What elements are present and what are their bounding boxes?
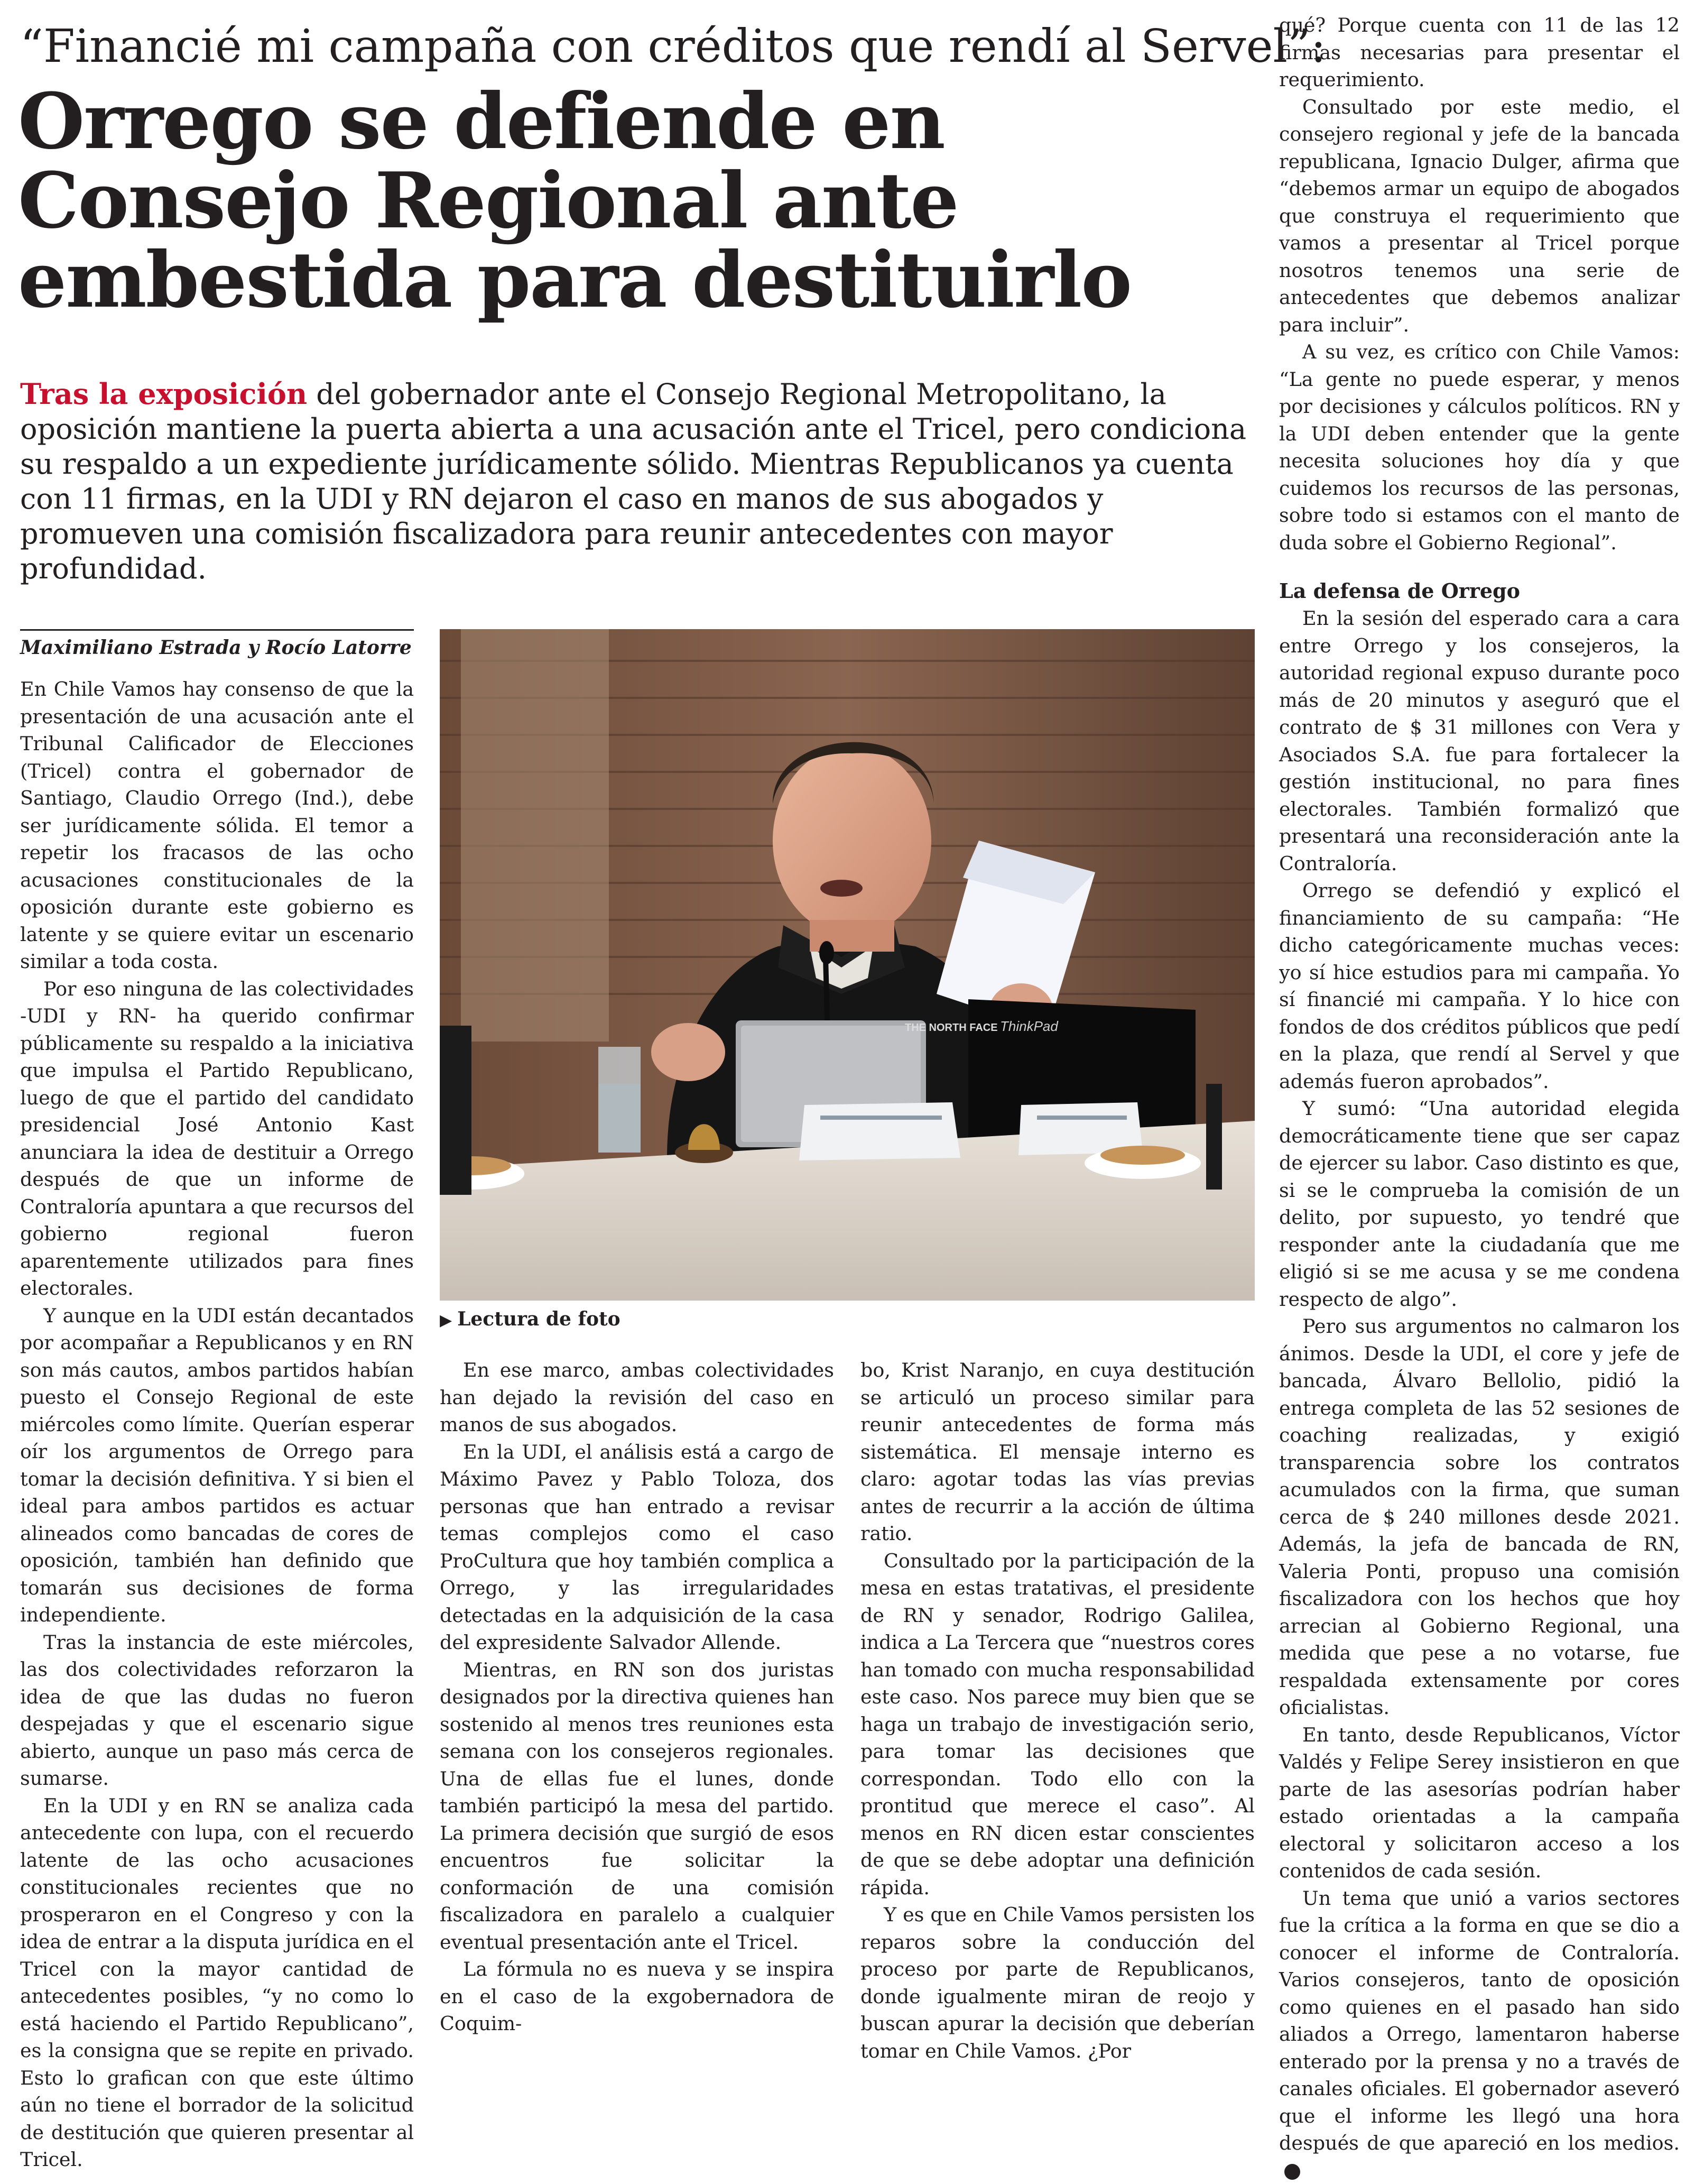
paragraph: En tanto, desde Republicanos, Víctor Valdés y Felipe Serey insistieron en que parte de las asesorías podrían haber estado orientadas a la campaña electoral y solicitaron acceso a los contenidos de cada sesión.: [1279, 1721, 1680, 1885]
byline: Maximiliano Estrada y Rocío Latorre: [20, 634, 414, 661]
caption-triangle-icon: ▶: [440, 1311, 452, 1330]
jacket-logo: THE NORTH FACE: [905, 1022, 998, 1034]
lead-accent: Tras la exposición: [20, 377, 307, 411]
byline-rule: [20, 629, 414, 631]
laptop-brand: ThinkPad: [1000, 1018, 1059, 1034]
lead-paragraph: [20, 376, 1252, 586]
paragraph: En la UDI y en RN se analiza cada antecedente con lupa, con el recuerdo latente de las ocho acusaciones constitucionales recientes que no prosperaron en el Congreso y con la idea de entrar a la disputa jurídica en el Tricel con la mayor cantidad de antecedentes posibles, “y no como lo está haciendo el Partido Republicano”, es la consigna que se repite en privado. Esto lo grafican con que este último aún no tiene el borrador de la solicitud de destitución que quieren presentar al Tricel.: [20, 1792, 414, 2173]
paragraph: Y sumó: “Una autoridad elegida democráticamente tiene que ser capaz de ejercer su labor. Caso distinto es que, si se le comprueba la comisión de un delito, por supuesto, yo tendré que responder ante la ciudadanía que me eligió si se me acusa y se me condena respecto de algo”.: [1279, 1095, 1680, 1313]
article-column-1: [20, 676, 414, 2173]
lead-text: del gobernador ante el Consejo Regional Metropolitano, la oposición mantiene la puerta abierta a una acusación ante el Tricel, pero condiciona su respaldo a un expediente jurídicamente sólido. Mientras Republicanos ya cuenta con 11 firmas, en la UDI y RN dejaron el caso en manos de sus abogados y promueven una comisión fiscalizadora para reunir antecedentes con mayor profundidad.: [20, 377, 1246, 585]
paragraph: Consultado por la participación de la mesa en estas tratativas, el presidente de RN y senador, Rodrigo Galilea, indica a La Tercera que “nuestros cores han tomado con mucha responsabilidad este caso. Nos parece muy bien que se haga un trabajo de investigación serio, para tomar las decisiones que correspondan. Todo ello con la prontitud que merece el caso”. Al menos en RN dicen estar conscientes de que se debe adoptar una definición rápida.: [860, 1547, 1255, 1902]
article-photo: [440, 629, 1255, 1301]
paragraph: Tras la instancia de este miércoles, las dos colectividades reforzaron la idea de que las dudas no fueron despejadas y que el escenario sigue abierto, aunque un paso más cerca de sumarse.: [20, 1629, 414, 1792]
paragraph: [1279, 1885, 1680, 2184]
paragraph-text: Un tema que unió a varios sectores fue la crítica a la forma en que se dio a conocer el informe de Contraloría. Varios consejeros, tanto de oposición como quienes en el pasado han sido aliados a Orrego, lamentaron haberse enterado por la prensa y no a través de canales oficiales. El gobernador aseveró que el informe les llegó una hora después de que apareció en los medios.: [1279, 1887, 1680, 2155]
paragraph: Consultado por este medio, el consejero regional y jefe de la bancada republicana, Ignacio Dulger, afirma que “debemos armar un equipo de abogados que construya el requerimiento que vamos a presentar al Tricel porque nosotros tenemos una serie de antecedentes que debemos analizar para incluir”.: [1279, 94, 1680, 339]
paragraph: Mientras, en RN son dos juristas designados por la directiva quienes han sostenido al menos tres reuniones esta semana con los consejeros regionales. Una de ellas fue el lunes, donde también participó la mesa del partido. La primera decisión que surgió de esos encuentros fue solicitar la conformación de una comisión fiscalizadora en paralelo a cualquier eventual presentación ante el Tricel.: [440, 1656, 834, 1956]
article-column-3: [860, 1357, 1255, 2065]
kicker: “Financié mi campaña con créditos que rendí al Servel”:: [20, 20, 1278, 73]
paragraph: Orrego se defendió y explicó el financiamiento de su campaña: “He dicho categóricamente muchas veces: yo sí hice estudios para mi campaña. Yo sí financié mi campaña. Y lo hice con fondos de dos créditos públicos que pedí en la plaza, que rendí al Servel y que además fueron aprobados”.: [1279, 877, 1680, 1095]
headline-line-1: Orrego se defiende en: [18, 82, 1276, 161]
article-column-2: [440, 1357, 834, 2038]
paragraph-continued: qué? Porque cuenta con 11 de las 12 firmas necesarias para presentar el requerimiento.: [1279, 12, 1680, 94]
paragraph-continued: La fórmula no es nueva y se inspira en el caso de la exgobernadora de Coquim-: [440, 1956, 834, 2038]
paragraph: A su vez, es crítico con Chile Vamos: “La gente no puede esperar, y menos por decisiones y cálculos políticos. RN y la UDI deben entender que la gente necesita soluciones hoy día y que cuidemos los recursos de las personas, sobre todo si estamos con el manto de duda sobre el Gobierno Regional”.: [1279, 338, 1680, 556]
paragraph: En Chile Vamos hay consenso de que la presentación de una acusación ante el Tribunal Calificador de Elecciones (Tricel) contra el gobernador de Santiago, Claudio Orrego (Ind.), debe ser jurídicamente sólida. El temor a repetir los fracasos de las ocho acusaciones constitucionales de la oposición durante este gobierno es latente y se quiere evitar un escenario similar a toda costa.: [20, 676, 414, 975]
caption-text: Lectura de foto: [457, 1308, 621, 1330]
subhead: La defensa de Orrego: [1279, 577, 1680, 605]
photo-illustration: [440, 629, 1255, 1301]
paragraph: Por eso ninguna de las colectividades -UDI y RN- ha querido confirmar públicamente su respaldo a la iniciativa que impulsa el Partido Republicano, luego de que el partido del candidato presidencial José Antonio Kast anunciara la idea de destituir a Orrego después de que un informe de Contraloría apuntara a que recursos del gobierno regional fueron aparentemente utilizados para fines electorales.: [20, 975, 414, 1302]
headline-line-3: embestida para destituirlo: [18, 241, 1276, 320]
paragraph: En la UDI, el análisis está a cargo de Máximo Pavez y Pablo Toloza, dos personas que han entrado a revisar temas complejos como el caso ProCultura que hoy también complica a Orrego, y las irregularidades detectadas en la adquisición de la casa del expresidente Salvador Allende.: [440, 1439, 834, 1656]
paragraph: En ese marco, ambas colectividades han dejado la revisión del caso en manos de sus abogados.: [440, 1357, 834, 1439]
paragraph: Pero sus argumentos no calmaron los ánimos. Desde la UDI, el core y jefe de bancada, Álvaro Bellolio, pidió la entrega completa de las 52 sesiones de coaching realizadas, y exigió transparencia sobre los contratos acumulados con la firma, que suman cerca de $ 240 millones desde 2021. Además, la jefa de bancada de RN, Valeria Ponti, propuso una comisión fiscalizadora con los hechos que hoy arrecian al Gobierno Regional, una medida que pese a no votarse, fue respaldada extensamente por cores oficialistas.: [1279, 1313, 1680, 1721]
paragraph-continued: Y es que en Chile Vamos persisten los reparos sobre la conducción del proceso por parte de Republicanos, donde igualmente miran de reojo y buscan apurar la decisión que deberían tomar en Chile Vamos. ¿Por: [860, 1901, 1255, 2065]
headline: [18, 82, 1276, 320]
photo-caption: [440, 1306, 621, 1334]
article-column-4: [1279, 12, 1680, 2184]
paragraph-continued: bo, Krist Naranjo, en cuya destitución se articuló un proceso similar para reunir antecedentes de forma más sistemática. El mensaje interno es claro: agotar todas las vías previas antes de recurrir a la acción de última ratio.: [860, 1357, 1255, 1547]
paragraph: En la sesión del esperado cara a cara entre Orrego y los consejeros, la autoridad regional expuso durante poco más de 20 minutos y aseguró que el contrato de $ 31 millones con Vera y Asociados S.A. fue para fortalecer la gestión institucional, no para fines electorales. También formalizó que presentará una reconsideración ante la Contraloría.: [1279, 605, 1680, 877]
end-of-article-icon: [1284, 2164, 1300, 2180]
paragraph: Y aunque en la UDI están decantados por acompañar a Republicanos y en RN son más cautos, ambos partidos habían puesto el Consejo Regional de este miércoles como límite. Querían esperar oír los argumentos de Orrego para tomar la decisión definitiva. Y si bien el ideal para ambos partidos es actuar alineados como bancadas de cores de oposición, también han definido que tomarán sus decisiones de forma independiente.: [20, 1302, 414, 1629]
headline-line-2: Consejo Regional ante: [18, 161, 1276, 241]
